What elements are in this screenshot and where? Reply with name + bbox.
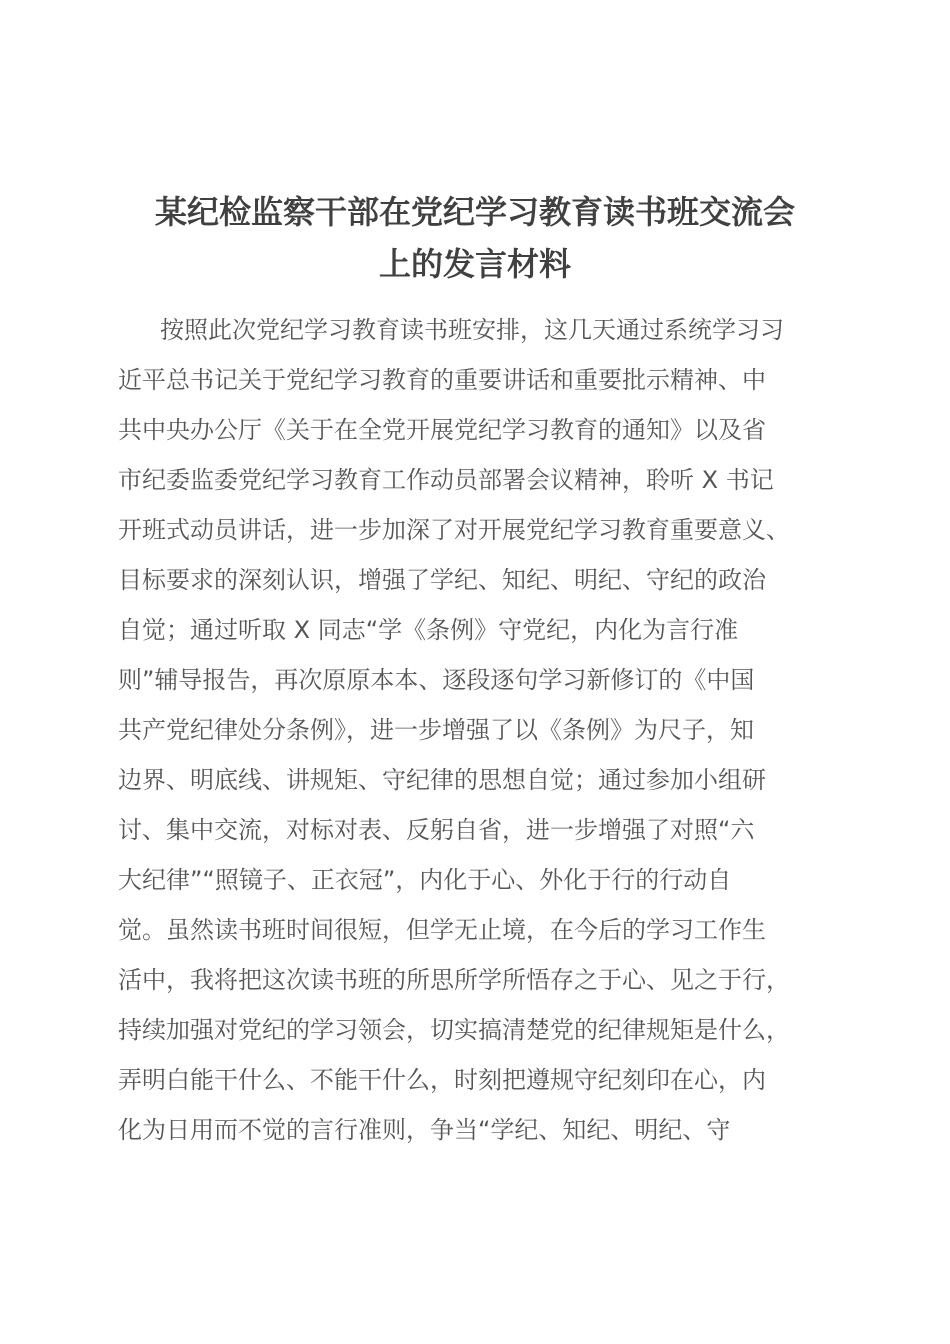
title-line-1: 某纪检监察干部在党纪学习教育读书班交流会 bbox=[154, 193, 795, 231]
body-line: 弄明白能干什么、不能干什么，时刻把遵规守纪刻印在心，内 bbox=[118, 1066, 766, 1094]
body-line: 则”辅导报告，再次原原本本、逐段逐句学习新修订的《中国 bbox=[118, 666, 755, 694]
body-line: 共中央办公厅《关于在全党开展党纪学习教育的通知》以及省 bbox=[118, 416, 766, 444]
body-line: 持续加强对党纪的学习领会，切实搞清楚党的纪律规矩是什么， bbox=[118, 1016, 790, 1044]
body-paragraph bbox=[118, 305, 838, 1155]
body-line: 近平总书记关于党纪学习教育的重要讲话和重要批示精神、中 bbox=[118, 366, 766, 394]
body-line: 共产党纪律处分条例》，进一步增强了以《条例》为尺子，知 bbox=[118, 716, 754, 744]
body-line: 按照此次党纪学习教育读书班安排，这几天通过系统学习习 bbox=[160, 316, 784, 344]
body-line: 市纪委监委党纪学习教育工作动员部署会议精神，聆听 X 书记 bbox=[118, 466, 774, 494]
body-line: 讨、集中交流，对标对表、反躬自省，进一步增强了对照“六 bbox=[118, 816, 755, 844]
body-line: 活中，我将把这次读书班的所思所学所悟存之于心、见之于行， bbox=[118, 966, 790, 994]
document-title bbox=[100, 186, 850, 290]
body-line: 开班式动员讲话，进一步加深了对开展党纪学习教育重要意义、 bbox=[118, 516, 790, 544]
body-line: 自觉；通过听取 X 同志“学《条例》守党纪，内化为言行准 bbox=[118, 616, 739, 644]
body-line: 化为日用而不觉的言行准则，争当“学纪、知纪、明纪、守 bbox=[118, 1116, 731, 1144]
body-line: 大纪律”“照镜子、正衣冠”，内化于心、外化于行的行动自 bbox=[118, 866, 732, 894]
body-line: 目标要求的深刻认识，增强了学纪、知纪、明纪、守纪的政治 bbox=[118, 566, 766, 594]
body-line: 觉。虽然读书班时间很短，但学无止境，在今后的学习工作生 bbox=[118, 916, 766, 944]
body-line: 边界、明底线、讲规矩、守纪律的思想自觉；通过参加小组研 bbox=[118, 766, 766, 794]
title-line-2: 上的发言材料 bbox=[378, 245, 571, 283]
